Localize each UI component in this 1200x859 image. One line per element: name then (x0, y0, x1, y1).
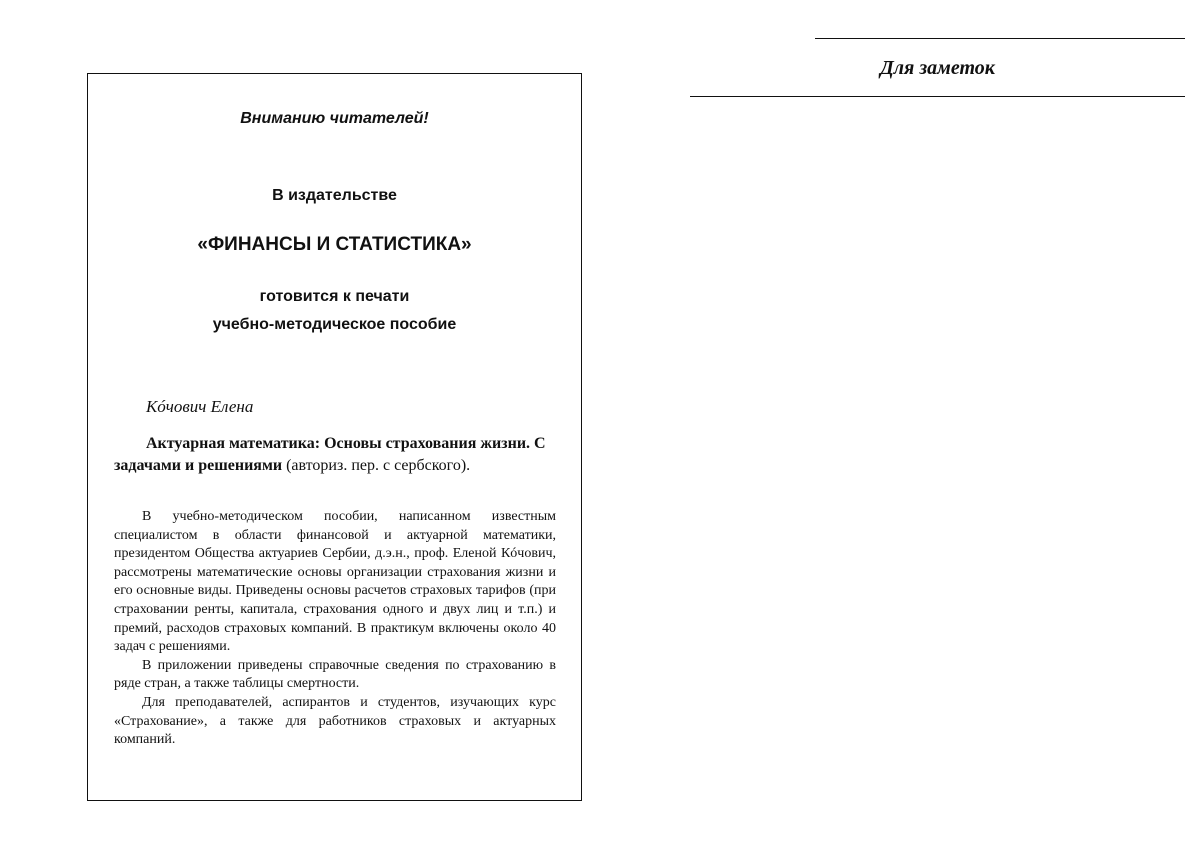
author-name: Кóчович Елена (146, 397, 254, 416)
publisher-name: «ФИНАНСЫ И СТАТИСТИКА» (197, 234, 472, 255)
publisher-intro: В издательстве (272, 187, 397, 204)
preparing-line-2: учебно-методическое пособие (212, 316, 457, 333)
announcement-box (87, 73, 582, 801)
description-paragraph: В учебно-методическом пособии, написанном известным специалистом в области финансовой и актуарной математики, президентом Общества актуариев Сербии, д.э.н., проф. Еленой Кóчович, рассмотрены математические основы организации страхования жизни и его основные виды. Приведены основы расчетов страховых тарифов (при страховании ренты, капитала, страхования одного и двух лиц и т.п.) и премий, расходов страховых компаний. В практикум включены около 40 задач с решениями. (114, 509, 556, 655)
book-title-block (114, 433, 556, 477)
description-paragraph: Для преподавателей, аспирантов и студентов, изучающих курс «Страхование», а также для работников страховых и актуарных компаний. (114, 694, 556, 748)
notes-top-rule (815, 38, 1185, 39)
book-description (114, 508, 556, 750)
attention-heading: Вниманию читателей! (240, 110, 429, 127)
description-paragraph: В приложении приведены справочные сведения по страхованию в ряде стран, а также таблицы смертности. (114, 657, 556, 692)
preparing-line-1: готовится к печати (259, 288, 410, 305)
notes-bottom-rule (690, 96, 1185, 97)
book-title: Актуарная математика: Основы страхования жизни. С задачами и решениями (114, 435, 546, 474)
notes-title: Для заметок (880, 57, 995, 79)
book-note: (авториз. пер. с сербского). (286, 457, 471, 474)
